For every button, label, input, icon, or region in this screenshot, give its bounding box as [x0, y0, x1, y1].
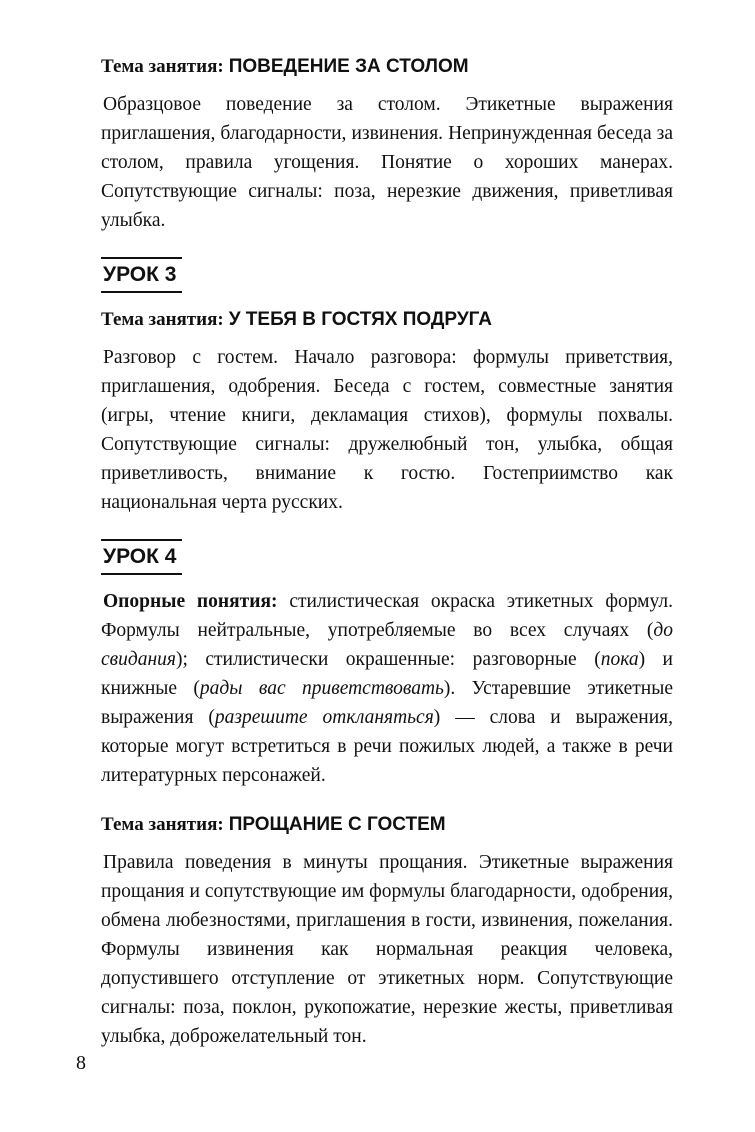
theme-title: ПОВЕДЕНИЕ ЗА СТОЛОМ — [228, 56, 469, 77]
text-run: ) и книжные ( — [101, 649, 673, 699]
theme-label: Тема занятия: — [101, 814, 224, 835]
theme-heading-1 — [101, 52, 673, 81]
concepts-label: Опорные понятия: — [103, 591, 278, 612]
lesson-heading-4: УРОК 4 — [101, 539, 182, 575]
theme-title: У ТЕБЯ В ГОСТЯХ ПОДРУГА — [228, 309, 492, 330]
theme-label: Тема занятия: — [101, 56, 224, 77]
page-content — [101, 52, 673, 1051]
paragraph-4: Правила поведения в минуты прощания. Этикетные выражения прощания и сопутствующие им формулы благодарности, одобрения, обмена любезностями, приглашения в гости, извинения, пожелания. Формулы извинения как нормальная реакция человека, допустившего отступление от этикетных норм. Сопутствующие сигналы: поза, поклон, рукопожатие, нерезкие жесты, приветливая улыбка, доброжелательный тон. — [101, 852, 673, 1047]
paragraph-1: Образцовое поведение за столом. Этикетные выражения приглашения, благодарности, извинения. Непринужденная беседа за столом, правила угощения. Понятие о хороших манерах. Сопутствующие сигналы: поза, нерезкие движения, приветливая улыбка. — [101, 94, 673, 231]
theme-heading-3 — [101, 810, 673, 839]
theme-label: Тема занятия: — [101, 309, 224, 330]
example-phrase: пока — [600, 649, 639, 670]
text-run: ) — слова и выражения, которые могут встретиться в речи пожилых людей, а также в речи литературных персонажей. — [101, 707, 673, 786]
text-run: ). Устаревшие этикетные выражения ( — [101, 678, 674, 728]
text-run: ); стилистически окрашенные: разговорные ( — [175, 649, 601, 670]
lesson-heading-3: УРОК 3 — [101, 257, 182, 293]
page-number: 8 — [76, 1052, 86, 1074]
example-phrase: разрешите откланяться — [214, 707, 434, 728]
example-phrase: до свидания — [101, 620, 673, 670]
theme-heading-2 — [101, 305, 673, 334]
example-phrase: рады вас приветствовать — [199, 678, 444, 699]
paragraph-3 — [101, 587, 673, 790]
text-run: стилистическая окраска этикетных формул. Формулы нейтральные, употребляемые во всех случаях ( — [101, 591, 674, 641]
paragraph-2: Разговор с гостем. Начало разговора: формулы приветствия, приглашения, одобрения. Беседа с гостем, совместные занятия (игры, чтение книги, декламация стихов), формулы похвалы. Сопутствующие сигналы: дружелюбный тон, улыбка, общая приветливость, внимание к гостю. Гостеприимство как национальная черта русских. — [101, 347, 673, 513]
theme-title: ПРОЩАНИЕ С ГОСТЕМ — [228, 814, 446, 835]
